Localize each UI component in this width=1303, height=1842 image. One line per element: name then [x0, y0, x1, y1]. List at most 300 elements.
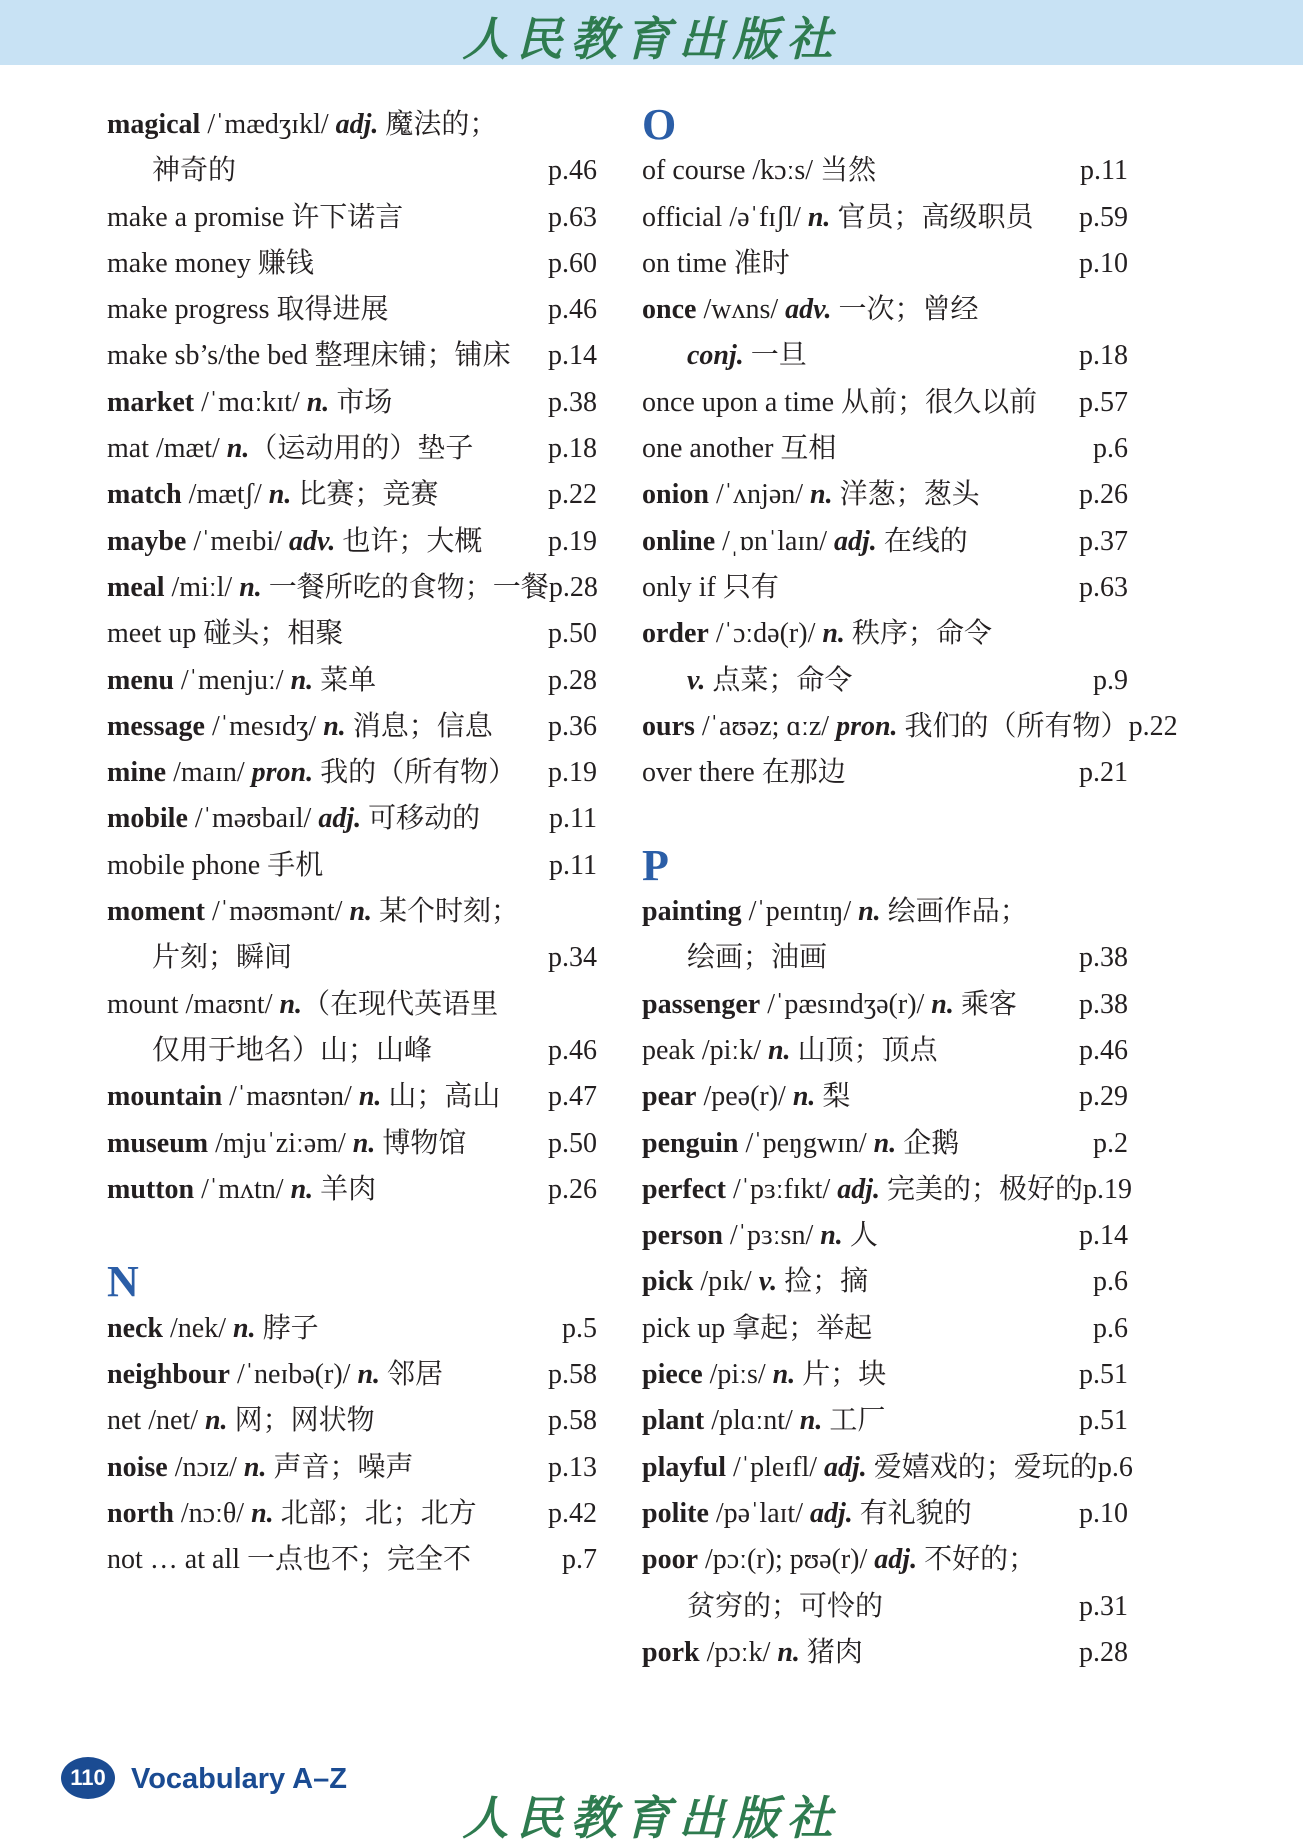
headword: ours — [642, 710, 695, 742]
part-of-speech: adv. — [288, 525, 336, 557]
chinese-gloss: 消息；信息 — [345, 710, 493, 742]
part-of-speech: adv. — [785, 294, 832, 326]
chinese-gloss: 一次；曾经 — [831, 294, 979, 326]
page-ref: p.26 — [548, 1173, 597, 1205]
page-ref: p.11 — [549, 849, 597, 881]
entry-text — [107, 1121, 466, 1167]
part-of-speech: n. — [306, 386, 330, 418]
page-ref: p.14 — [548, 340, 597, 372]
chinese-gloss: 赚钱 — [257, 247, 314, 279]
entry-text — [642, 1491, 972, 1537]
chinese-gloss: 山；高山 — [381, 1081, 501, 1113]
section-header-P: P — [642, 840, 669, 890]
page-ref: p.46 — [1079, 1034, 1128, 1066]
part-of-speech: adj. — [874, 1544, 918, 1576]
publisher-logo-top: 人民教育出版社 — [462, 13, 841, 65]
page-ref: p.19 — [548, 757, 597, 789]
vocab-entry-line — [107, 472, 597, 518]
part-of-speech: n. — [243, 1451, 267, 1483]
vocab-entry-line — [642, 611, 1128, 657]
headword: penguin — [642, 1127, 739, 1159]
page-ref: p.38 — [548, 386, 597, 418]
chinese-gloss: 有礼貌的 — [852, 1497, 972, 1529]
part-of-speech: n. — [352, 1127, 376, 1159]
part-of-speech: n. — [822, 618, 845, 650]
entry-text — [642, 1074, 850, 1120]
headword: passenger — [642, 988, 761, 1020]
part-of-speech: conj. — [687, 340, 744, 372]
page-ref: p.2 — [1093, 1127, 1128, 1159]
chinese-gloss: 声音；噪声 — [266, 1451, 414, 1483]
vocab-entry-line — [107, 241, 597, 287]
vocab-entry-line — [642, 380, 1128, 426]
entry-text — [107, 796, 480, 842]
vocab-entry-line — [642, 241, 1128, 287]
page-ref: p.6 — [1093, 1312, 1128, 1344]
chinese-gloss: 一旦 — [743, 340, 807, 372]
part-of-speech: n. — [251, 1497, 274, 1529]
headword: neighbour — [107, 1359, 230, 1391]
entry-text — [642, 241, 790, 287]
page-ref: p.28 — [1079, 1636, 1128, 1668]
vocab-entry-line — [107, 426, 597, 472]
headword: playful — [642, 1451, 727, 1483]
part-of-speech: n. — [268, 479, 292, 511]
page-ref: p.19 — [1083, 1173, 1133, 1205]
entry-text — [642, 1121, 959, 1167]
vocab-column-right — [642, 100, 1178, 1676]
entry-plain-text: /maɪn/ — [166, 757, 252, 789]
part-of-speech: n. — [323, 710, 346, 742]
entry-text — [642, 287, 979, 333]
entry-text — [107, 1167, 376, 1213]
chinese-gloss: 市场 — [329, 386, 393, 418]
chinese-gloss: 绘画；油画 — [687, 942, 828, 974]
part-of-speech: n. — [792, 1081, 816, 1113]
vocab-entry-line — [107, 1491, 597, 1537]
vocab-entry-line — [642, 935, 1128, 981]
chinese-gloss: 秩序；命令 — [844, 618, 992, 650]
entry-text — [107, 1028, 432, 1074]
entry-plain-text: make sb’s/the bed — [107, 340, 315, 372]
entry-text — [107, 519, 482, 565]
chinese-gloss: 手机 — [267, 849, 324, 881]
entry-plain-text: /nɔːθ/ — [173, 1497, 252, 1529]
part-of-speech: n. — [233, 1312, 256, 1344]
headword: moment — [107, 896, 205, 928]
chinese-gloss: 从前；很久以前 — [841, 386, 1038, 418]
chinese-gloss: 人 — [842, 1220, 878, 1252]
entry-text — [642, 889, 1028, 935]
part-of-speech: adj. — [824, 1451, 867, 1483]
page-ref: p.46 — [548, 1034, 597, 1066]
spacer-row — [642, 796, 1128, 842]
page-ref: p.63 — [1079, 571, 1128, 603]
page-ref: p.19 — [548, 525, 597, 557]
headword: meal — [107, 571, 165, 603]
entry-plain-text: mat /mæt/ — [107, 433, 227, 465]
entry-plain-text: /nɔɪz/ — [167, 1451, 244, 1483]
part-of-speech: n. — [358, 1081, 382, 1113]
spacer-row — [107, 1213, 597, 1259]
part-of-speech: adj. — [833, 525, 877, 557]
entry-plain-text: one another — [642, 433, 781, 465]
entry-text — [642, 519, 968, 565]
chinese-gloss: 在线的 — [876, 525, 968, 557]
chinese-gloss: 工厂 — [822, 1405, 886, 1437]
page-ref: p.22 — [1128, 710, 1178, 742]
entry-text — [107, 1306, 319, 1352]
entry-text — [642, 935, 827, 981]
chinese-gloss: 我的（所有物） — [313, 757, 517, 789]
vocab-entry-line — [107, 1074, 597, 1120]
vocab-entry-line — [642, 1630, 1128, 1676]
entry-text — [642, 1445, 1098, 1491]
page-ref: p.57 — [1079, 386, 1128, 418]
chinese-gloss: 猪肉 — [799, 1636, 863, 1668]
entry-plain-text: /ˈʌnjən/ — [708, 479, 811, 511]
part-of-speech: n. — [807, 201, 831, 233]
top-banner — [0, 0, 1303, 65]
entry-text — [107, 611, 343, 657]
vocab-entry-line — [642, 750, 1128, 796]
entry-plain-text: once upon a time — [642, 386, 842, 418]
headword: order — [642, 618, 709, 650]
part-of-speech: n. — [858, 896, 881, 928]
entry-text — [107, 843, 323, 889]
entry-text — [642, 704, 1129, 750]
chinese-gloss: 许下诺言 — [291, 201, 404, 233]
headword: painting — [642, 896, 742, 928]
chinese-gloss: 羊肉 — [313, 1173, 377, 1205]
part-of-speech: adj. — [335, 109, 379, 140]
entry-text — [642, 1306, 872, 1352]
entry-plain-text: /miːl/ — [164, 571, 240, 603]
vocab-entry-line — [642, 1213, 1128, 1259]
vocab-entry-line — [642, 658, 1128, 704]
vocab-entry-line — [107, 1537, 597, 1583]
vocab-entry-line — [107, 565, 597, 611]
entry-text — [107, 1445, 413, 1491]
entry-plain-text: not … at all — [107, 1544, 247, 1576]
headword: once — [642, 294, 697, 326]
part-of-speech: n. — [239, 571, 262, 603]
page-ref: p.42 — [548, 1497, 597, 1529]
entry-text — [107, 1398, 375, 1444]
page-ref: p.22 — [548, 479, 597, 511]
entry-plain-text: of course /kɔːs/ — [642, 155, 821, 187]
entry-text — [107, 472, 438, 518]
entry-text — [107, 982, 498, 1028]
entry-text — [642, 1213, 878, 1259]
headword: pork — [642, 1636, 700, 1668]
part-of-speech: n. — [810, 479, 833, 511]
entry-plain-text: /plɑːnt/ — [704, 1405, 800, 1437]
chinese-gloss: 当然 — [820, 155, 877, 187]
page-ref: p.38 — [1079, 942, 1128, 974]
headword: pear — [642, 1081, 697, 1113]
vocab-entry-line — [107, 148, 597, 194]
part-of-speech: adj. — [318, 803, 362, 835]
page-ref: p.29 — [1079, 1081, 1128, 1113]
entry-text — [642, 750, 846, 796]
page-ref: p.46 — [548, 155, 597, 187]
headword: maybe — [107, 525, 187, 557]
page-ref: p.28 — [548, 571, 598, 603]
page-ref: p.21 — [1079, 757, 1128, 789]
entry-text — [642, 565, 779, 611]
page-ref: p.11 — [549, 803, 597, 835]
vocab-entry-line — [107, 380, 597, 426]
chinese-gloss: 魔法的； — [378, 109, 498, 140]
entry-plain-text: /ˈmædʒɪkl/ — [200, 109, 336, 140]
chinese-gloss: 绘画作品； — [880, 896, 1028, 928]
entry-text — [642, 982, 1017, 1028]
page-ref: p.11 — [1080, 155, 1128, 187]
headword: plant — [642, 1405, 705, 1437]
headword: poor — [642, 1544, 698, 1576]
entry-text — [107, 241, 314, 287]
chinese-gloss: 只有 — [722, 571, 779, 603]
chinese-gloss: 一点也不；完全不 — [246, 1544, 471, 1576]
headword: market — [107, 386, 195, 418]
entry-text — [642, 658, 852, 704]
entry-plain-text: /pɔːk/ — [699, 1636, 778, 1668]
headword: mutton — [107, 1173, 195, 1205]
entry-text — [642, 1630, 863, 1676]
entry-plain-text: /ˈmaʊntən/ — [222, 1081, 359, 1113]
part-of-speech: n. — [772, 1359, 796, 1391]
vocab-entry-line — [107, 750, 597, 796]
entry-text — [642, 1352, 886, 1398]
entry-text — [642, 333, 807, 379]
entry-plain-text: /ˈpeŋgwɪn/ — [738, 1127, 874, 1159]
headword: match — [107, 479, 182, 511]
entry-text — [107, 333, 511, 379]
headword: mine — [107, 757, 167, 789]
page-ref: p.6 — [1093, 433, 1128, 465]
chinese-gloss: 碰头；相聚 — [203, 618, 344, 650]
entry-plain-text: /mætʃ/ — [181, 479, 269, 511]
vocab-entry-line — [107, 333, 597, 379]
chinese-gloss: （在现代英语里 — [302, 988, 499, 1020]
entry-plain-text: /ˈmeɪbi/ — [186, 525, 289, 557]
chinese-gloss: 企鹅 — [896, 1127, 960, 1159]
page-ref: p.50 — [548, 618, 597, 650]
page-ref: p.50 — [548, 1127, 597, 1159]
vocab-entry-line — [107, 1352, 597, 1398]
entry-plain-text: /pəˈlaɪt/ — [708, 1497, 810, 1529]
page-ref: p.58 — [548, 1405, 597, 1437]
vocab-entry-line — [107, 1167, 597, 1213]
entry-plain-text: /pɔː(r); pʊə(r)/ — [698, 1544, 875, 1576]
entry-text — [107, 1074, 500, 1120]
part-of-speech: n. — [820, 1220, 843, 1252]
publisher-logo-bottom: 人民教育出版社 — [462, 1793, 841, 1842]
entry-text — [642, 1398, 885, 1444]
entry-plain-text: /ˈməʊmənt/ — [204, 896, 350, 928]
entry-text — [642, 195, 1033, 241]
vocab-entry-line — [107, 287, 597, 333]
chinese-gloss: 捡；摘 — [777, 1266, 869, 1298]
vocab-entry-line — [642, 1306, 1128, 1352]
vocab-entry-line — [642, 1028, 1128, 1074]
entry-text — [642, 1584, 883, 1630]
entry-text — [642, 1167, 1083, 1213]
vocab-entry-line — [107, 843, 597, 889]
entry-text — [107, 148, 236, 194]
vocab-entry-line — [642, 1121, 1128, 1167]
entry-plain-text: mobile phone — [107, 849, 268, 881]
bottom-banner — [0, 1782, 1303, 1842]
entry-text — [107, 704, 493, 750]
chinese-gloss: 片；块 — [795, 1359, 887, 1391]
entry-plain-text: /ˈaʊəz; ɑːz/ — [694, 710, 837, 742]
vocab-entry-line — [642, 704, 1178, 750]
vocab-entry-line — [642, 565, 1128, 611]
part-of-speech: n. — [931, 988, 954, 1020]
entry-text — [107, 1491, 477, 1537]
headword: perfect — [642, 1173, 726, 1205]
chinese-gloss: 邻居 — [380, 1359, 444, 1391]
chinese-gloss: 贫穷的；可怜的 — [687, 1590, 884, 1622]
entry-plain-text: net /net/ — [107, 1405, 205, 1437]
page-ref: p.63 — [548, 201, 597, 233]
chinese-gloss: 梨 — [815, 1081, 851, 1113]
headword: menu — [107, 664, 174, 696]
entry-plain-text: /nek/ — [163, 1312, 233, 1344]
entry-plain-text: official /əˈfɪʃl/ — [642, 201, 808, 233]
headword: mountain — [107, 1081, 223, 1113]
page-ref: p.60 — [548, 247, 597, 279]
chinese-gloss: 网；网状物 — [227, 1405, 375, 1437]
chinese-gloss: 片刻；瞬间 — [152, 942, 293, 974]
vocab-entry-line — [642, 333, 1128, 379]
part-of-speech: pron. — [251, 757, 314, 789]
part-of-speech: v. — [758, 1266, 778, 1298]
entry-text — [107, 565, 549, 611]
page-ref: p.14 — [1079, 1220, 1128, 1252]
chinese-gloss: 菜单 — [313, 664, 377, 696]
headword: neck — [107, 1312, 163, 1344]
page-ref: p.59 — [1079, 201, 1128, 233]
vocab-entry-line — [107, 611, 597, 657]
part-of-speech: n. — [777, 1636, 800, 1668]
entry-text — [642, 611, 992, 657]
entry-plain-text: only if — [642, 571, 723, 603]
entry-plain-text: peak /piːk/ — [642, 1034, 768, 1066]
chinese-gloss: 神奇的 — [152, 155, 237, 187]
vocab-entry-line — [107, 704, 597, 750]
page-ref: p.34 — [548, 942, 597, 974]
part-of-speech: v. — [687, 664, 706, 696]
chinese-gloss: 整理床铺；铺床 — [314, 340, 511, 372]
chinese-gloss: 不好的； — [917, 1544, 1037, 1576]
entry-plain-text: over there — [642, 757, 762, 789]
chinese-gloss: 某个时刻； — [372, 896, 520, 928]
entry-plain-text: /ˈpeɪntɪŋ/ — [741, 896, 859, 928]
entry-text — [107, 1537, 471, 1583]
vocab-entry-line — [642, 1398, 1128, 1444]
entry-plain-text: make progress — [107, 294, 277, 326]
page-ref: p.7 — [562, 1544, 597, 1576]
entry-plain-text: on time — [642, 247, 734, 279]
entry-text — [642, 472, 980, 518]
vocab-entry-line — [642, 982, 1128, 1028]
entry-plain-text: /pɪk/ — [693, 1266, 759, 1298]
section-header-N: N — [107, 1257, 139, 1307]
entry-plain-text: /ˌɒnˈlaɪn/ — [715, 525, 834, 557]
part-of-speech: n. — [226, 433, 250, 465]
entry-plain-text: make a promise — [107, 201, 292, 233]
entry-text — [642, 380, 1037, 426]
page-ref: p.47 — [548, 1081, 597, 1113]
footer-section-label: Vocabulary A–Z — [131, 1763, 347, 1795]
vocab-entry-line — [642, 472, 1128, 518]
page-ref: p.28 — [548, 664, 597, 696]
entry-text — [107, 889, 519, 935]
entry-plain-text: /ˈɔːdə(r)/ — [708, 618, 823, 650]
entry-text — [107, 426, 473, 472]
entry-text — [107, 380, 392, 426]
chinese-gloss: 拿起；举起 — [732, 1312, 873, 1344]
entry-plain-text: /peə(r)/ — [696, 1081, 793, 1113]
chinese-gloss: 北部；北；北方 — [273, 1497, 477, 1529]
vocab-entry-line — [642, 426, 1128, 472]
page-ref: p.18 — [1079, 340, 1128, 372]
vocab-entry-line — [642, 148, 1128, 194]
chinese-gloss: 我们的（所有物） — [897, 710, 1129, 742]
page-ref: p.5 — [562, 1312, 597, 1344]
headword: noise — [107, 1451, 168, 1483]
entry-text — [107, 658, 376, 704]
page-ref: p.58 — [548, 1359, 597, 1391]
chinese-gloss: 一餐所吃的食物；一餐 — [261, 571, 549, 603]
vocab-entry-line — [107, 1028, 597, 1074]
entry-text — [642, 148, 876, 194]
vocab-entry-line — [107, 1398, 597, 1444]
headword: museum — [107, 1127, 209, 1159]
entry-text — [642, 1028, 938, 1074]
vocab-entry-line — [107, 102, 597, 148]
vocab-entry-line — [642, 195, 1128, 241]
vocab-entry-line — [107, 658, 597, 704]
page-ref: p.36 — [548, 710, 597, 742]
entry-plain-text: mount /maʊnt/ — [107, 988, 280, 1020]
page-ref: p.18 — [548, 433, 597, 465]
vocab-entry-line — [107, 519, 597, 565]
chinese-gloss: 准时 — [733, 247, 790, 279]
vocab-entry-line — [642, 1584, 1128, 1630]
headword: piece — [642, 1359, 703, 1391]
vocab-entry-line — [642, 287, 1128, 333]
page-ref: p.10 — [1079, 1497, 1128, 1529]
vocab-entry-line — [107, 889, 597, 935]
chinese-gloss: 也许；大概 — [335, 525, 483, 557]
vocab-entry-line — [642, 889, 1128, 935]
page-ref: p.38 — [1079, 988, 1128, 1020]
headword: north — [107, 1497, 174, 1529]
part-of-speech: n. — [204, 1405, 228, 1437]
page-ref: p.26 — [1079, 479, 1128, 511]
vocab-entry-line — [642, 1352, 1128, 1398]
entry-plain-text: /ˈmʌtn/ — [194, 1173, 291, 1205]
entry-plain-text: pick up — [642, 1312, 733, 1344]
part-of-speech: n. — [799, 1405, 823, 1437]
entry-plain-text: make money — [107, 247, 258, 279]
headword: person — [642, 1220, 723, 1252]
vocab-entry-line — [107, 1121, 597, 1167]
